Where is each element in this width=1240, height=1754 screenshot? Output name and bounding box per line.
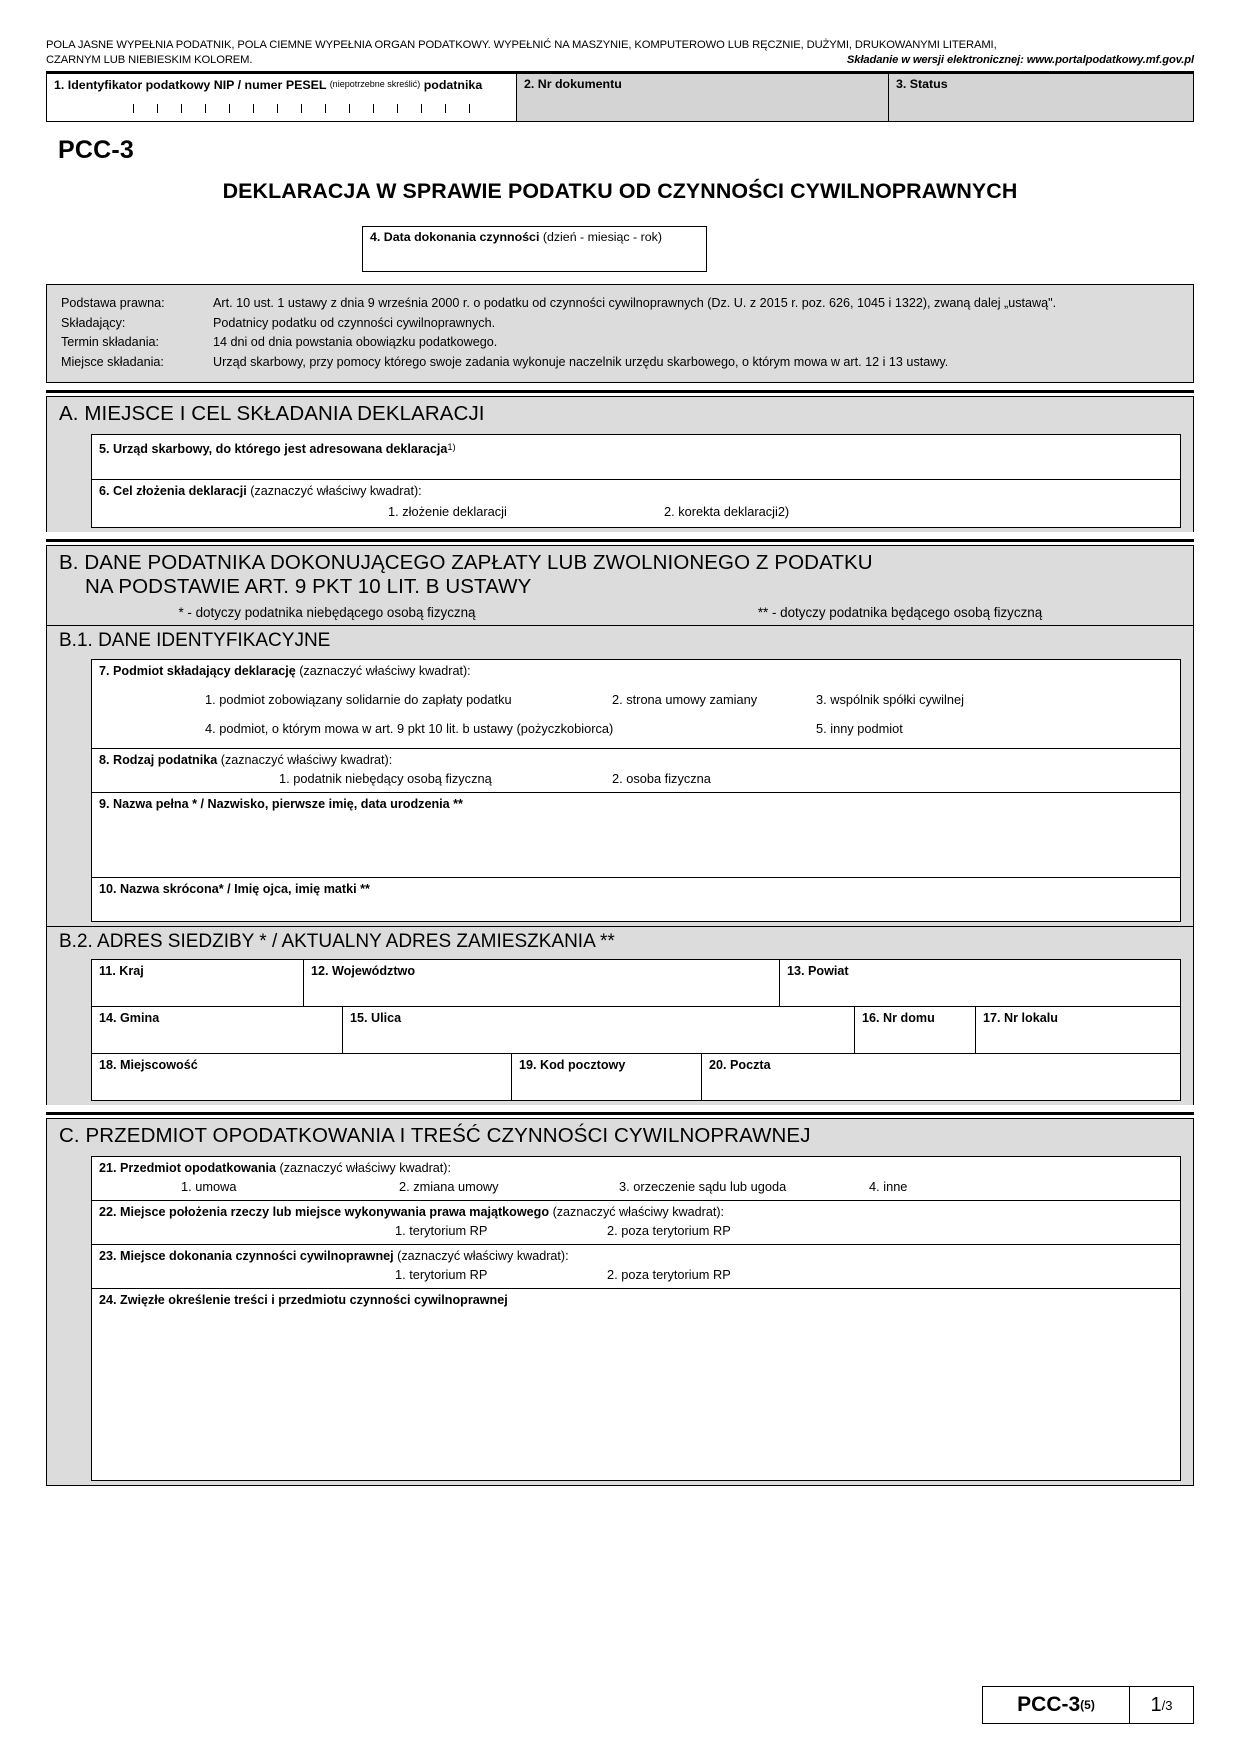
footer-form-code: PCC-3 (5): [982, 1686, 1130, 1724]
page-footer: [46, 1686, 1194, 1724]
legal-row: [61, 294, 1181, 314]
field-4-date-of-action[interactable]: [362, 226, 707, 272]
field-11-country[interactable]: 11. Kraj: [99, 964, 144, 978]
field-6-purpose-of-declaration[interactable]: [91, 480, 1181, 528]
footer-page-total: /3: [1161, 1697, 1173, 1713]
legal-basis-block: [46, 284, 1194, 383]
field-3-status: [889, 74, 1193, 121]
section-c-heading: C. PRZEDMIOT OPODATKOWANIA I TREŚĆ CZYNNOŚCI CYWILNOPRAWNEJ: [46, 1119, 1194, 1153]
section-a-heading: A. MIEJSCE I CEL SKŁADANIA DEKLARACJI: [46, 397, 1194, 431]
instruction-line-1: POLA JASNE WYPEŁNIA PODATNIK, POLA CIEMNE WYPEŁNIA ORGAN PODATKOWY. WYPEŁNIĆ NA MASZYNIE, KOMPUTEROWO LUB RĘCZNIE, DUŻYMI, DRUKOWANYMI LITERAMI,: [46, 39, 997, 51]
field-17-flat-number[interactable]: 17. Nr lokalu: [975, 1007, 1180, 1053]
instruction-line-2: CZARNYM LUB NIEBIESKIM KOLOREM.: [46, 54, 253, 66]
field-23-hint: (zaznaczyć właściwy kwadrat):: [397, 1249, 569, 1263]
field-5-footnote-ref: 1): [447, 441, 456, 452]
field-22-option-2[interactable]: 2. poza terytorium RP: [607, 1223, 731, 1238]
footer-page-number: 1 /3: [1130, 1686, 1194, 1724]
subsection-b1-heading: B.1. DANE IDENTYFIKACYJNE: [46, 625, 1194, 656]
field-6-hint: (zaznaczyć właściwy kwadrat):: [250, 484, 422, 498]
page-title: DEKLARACJA W SPRAWIE PODATKU OD CZYNNOŚCI CYWILNOPRAWNYCH: [222, 179, 1018, 203]
field-4-label: 4. Data dokonania czynności: [370, 230, 540, 244]
field-8-option-2[interactable]: 2. osoba fizyczna: [612, 771, 711, 786]
field-18-city[interactable]: 18. Miejscowość: [99, 1058, 198, 1072]
legal-key: Termin składania:: [61, 335, 159, 349]
legend-single-star: * - dotyczy podatnika niebędącego osobą fizyczną: [178, 605, 476, 620]
legend-double-star: ** - dotyczy podatnika będącego osobą fizyczną: [757, 605, 1043, 620]
field-21-option-1[interactable]: 1. umowa: [181, 1179, 237, 1194]
legal-value: Art. 10 ust. 1 ustawy z dnia 9 września 2000 r. o podatku od czynności cywilnoprawnych (Dz. U. z 2015 r. poz. 626, 1045 i 1322), zwaną dalej „ustawą".: [213, 296, 1057, 310]
field-23-label: 23. Miejsce dokonania czynności cywilnoprawnej: [99, 1249, 394, 1263]
field-4-hint: (dzień - miesiąc - rok): [542, 230, 662, 244]
section-c-top-divider: [46, 1112, 1194, 1119]
nip-cell-ticks: [133, 104, 470, 113]
field-6-option-1[interactable]: 1. złożenie deklaracji: [388, 504, 507, 519]
section-b-top-divider: [46, 539, 1194, 546]
field-21-subject-of-taxation[interactable]: [91, 1156, 1181, 1201]
field-3-label: 3. Status: [896, 77, 948, 91]
legal-value: Podatnicy podatku od czynności cywilnoprawnych.: [213, 315, 496, 330]
field-7-option-3[interactable]: 3. wspólnik spółki cywilnej: [816, 692, 964, 707]
section-b-heading: [46, 546, 1194, 602]
field-7-option-2[interactable]: 2. strona umowy zamiany: [612, 692, 758, 707]
field-8-label: 8. Rodzaj podatnika: [99, 753, 218, 767]
field-13-county[interactable]: 13. Powiat: [779, 960, 1180, 1006]
field-2-label: 2. Nr dokumentu: [524, 77, 622, 91]
field-15-street[interactable]: 15. Ulica: [342, 1007, 854, 1053]
field-7-option-4[interactable]: 4. podmiot, o którym mowa w art. 9 pkt 10 lit. b ustawy (pożyczkobiorca): [205, 721, 614, 736]
field-1-tail: podatnika: [423, 78, 483, 92]
field-22-hint: (zaznaczyć właściwy kwadrat):: [552, 1205, 725, 1219]
field-1-note: (niepotrzebne skreślić): [329, 79, 421, 89]
field-1-nip-pesel[interactable]: [47, 74, 517, 121]
field-1-number: 1.: [54, 78, 65, 92]
field-14-commune[interactable]: 14. Gmina: [99, 1011, 160, 1025]
field-10-label: 10. Nazwa skrócona* / Imię ojca, imię matki **: [99, 882, 370, 896]
legal-value: 14 dni od dnia powstania obowiązku podatkowego.: [213, 335, 498, 349]
address-row-2: [92, 1006, 1180, 1053]
section-b-heading-line-1: B. DANE PODATNIKA DOKONUJĄCEGO ZAPŁATY LUB ZWOLNIONEGO Z PODATKU: [59, 551, 873, 574]
footer-form-version: (5): [1080, 1698, 1095, 1712]
field-8-option-1[interactable]: 1. podatnik niebędący osobą fizyczną: [279, 771, 492, 786]
field-21-option-2[interactable]: 2. zmiana umowy: [399, 1179, 499, 1194]
field-5-tax-office[interactable]: [91, 434, 1181, 480]
field-10-short-name[interactable]: [91, 878, 1181, 922]
legal-row: [61, 314, 1181, 334]
field-24-description-of-action[interactable]: [91, 1289, 1181, 1481]
field-23-place-of-action[interactable]: [91, 1245, 1181, 1289]
field-21-hint: (zaznaczyć właściwy kwadrat):: [279, 1161, 452, 1175]
field-9-label: 9. Nazwa pełna * / Nazwisko, pierwsze imię, data urodzenia **: [99, 797, 463, 811]
electronic-submission-note: Składanie w wersji elektronicznej: www.portalpodatkowy.mf.gov.pl: [846, 54, 1194, 66]
field-22-option-1[interactable]: 1. terytorium RP: [395, 1223, 488, 1238]
field-8-hint: (zaznaczyć właściwy kwadrat):: [220, 753, 393, 767]
subsection-b2-body: [46, 957, 1194, 1105]
form-code-heading: PCC-3: [58, 136, 135, 164]
field-21-label: 21. Przedmiot opodatkowania: [99, 1161, 277, 1175]
legal-value: Urząd skarbowy, przy pomocy którego swoje zadania wykonuje naczelnik urzędu skarbowego, o którym mowa w art. 12 i 13 ustawy.: [213, 354, 949, 369]
field-2-document-number: [517, 74, 889, 121]
field-22-location-of-property[interactable]: [91, 1201, 1181, 1245]
legal-row: [61, 333, 1181, 353]
field-21-option-3[interactable]: 3. orzeczenie sądu lub ugoda: [619, 1179, 787, 1194]
legal-row: [61, 353, 1181, 373]
section-a-top-divider: [46, 390, 1194, 397]
field-16-house-number[interactable]: 16. Nr domu: [854, 1007, 975, 1053]
legal-key: Podstawa prawna:: [61, 296, 165, 310]
address-grid: [91, 959, 1181, 1101]
field-7-hint: (zaznaczyć właściwy kwadrat):: [299, 664, 471, 678]
field-7-option-5[interactable]: 5. inny podmiot: [816, 721, 903, 736]
section-c-bottom-border: [46, 1485, 1194, 1486]
field-8-taxpayer-type[interactable]: [91, 749, 1181, 793]
field-6-option-2[interactable]: 2. korekta deklaracji2): [664, 504, 790, 519]
address-row-3: [92, 1053, 1180, 1100]
section-b-footnote-legend: [46, 602, 1194, 625]
field-21-option-4[interactable]: 4. inne: [869, 1179, 908, 1194]
subsection-b1-body: [46, 656, 1194, 926]
subsection-b2-heading: B.2. ADRES SIEDZIBY * / AKTUALNY ADRES ZAMIESZKANIA **: [46, 926, 1194, 957]
section-c-body: [46, 1153, 1194, 1485]
field-7-option-1[interactable]: 1. podmiot zobowiązany solidarnie do zapłaty podatku: [205, 692, 512, 707]
top-instructions: [46, 38, 1194, 68]
legal-key: Miejsce składania:: [61, 354, 164, 369]
section-a-body: [46, 431, 1194, 532]
identification-row: [46, 74, 1194, 122]
field-9-full-name[interactable]: [91, 793, 1181, 878]
field-24-label: 24. Zwięzłe określenie treści i przedmiotu czynności cywilnoprawnej: [99, 1293, 508, 1307]
field-22-label: 22. Miejsce położenia rzeczy lub miejsce wykonywania prawa majątkowego: [99, 1205, 550, 1219]
field-7-label: 7. Podmiot składający deklarację: [99, 664, 296, 678]
field-19-postal-code[interactable]: 19. Kod pocztowy: [511, 1054, 701, 1100]
field-20-post-office[interactable]: 20. Poczta: [701, 1054, 1180, 1100]
field-12-voivodeship[interactable]: 12. Województwo: [303, 960, 779, 1006]
field-23-option-2[interactable]: 2. poza terytorium RP: [607, 1267, 731, 1282]
field-7-submitting-entity[interactable]: [91, 659, 1181, 749]
field-1-label: Identyfikator podatkowy NIP / numer PESEL: [67, 78, 327, 92]
address-row-1: [92, 960, 1180, 1006]
field-6-label: 6. Cel złożenia deklaracji: [99, 484, 247, 498]
section-b-heading-line-2: NA PODSTAWIE ART. 9 PKT 10 LIT. B USTAWY: [85, 575, 532, 598]
field-23-option-1[interactable]: 1. terytorium RP: [395, 1267, 488, 1282]
legal-key: Składający:: [61, 315, 126, 330]
field-5-label: 5. Urząd skarbowy, do którego jest adresowana deklaracja: [99, 442, 448, 456]
